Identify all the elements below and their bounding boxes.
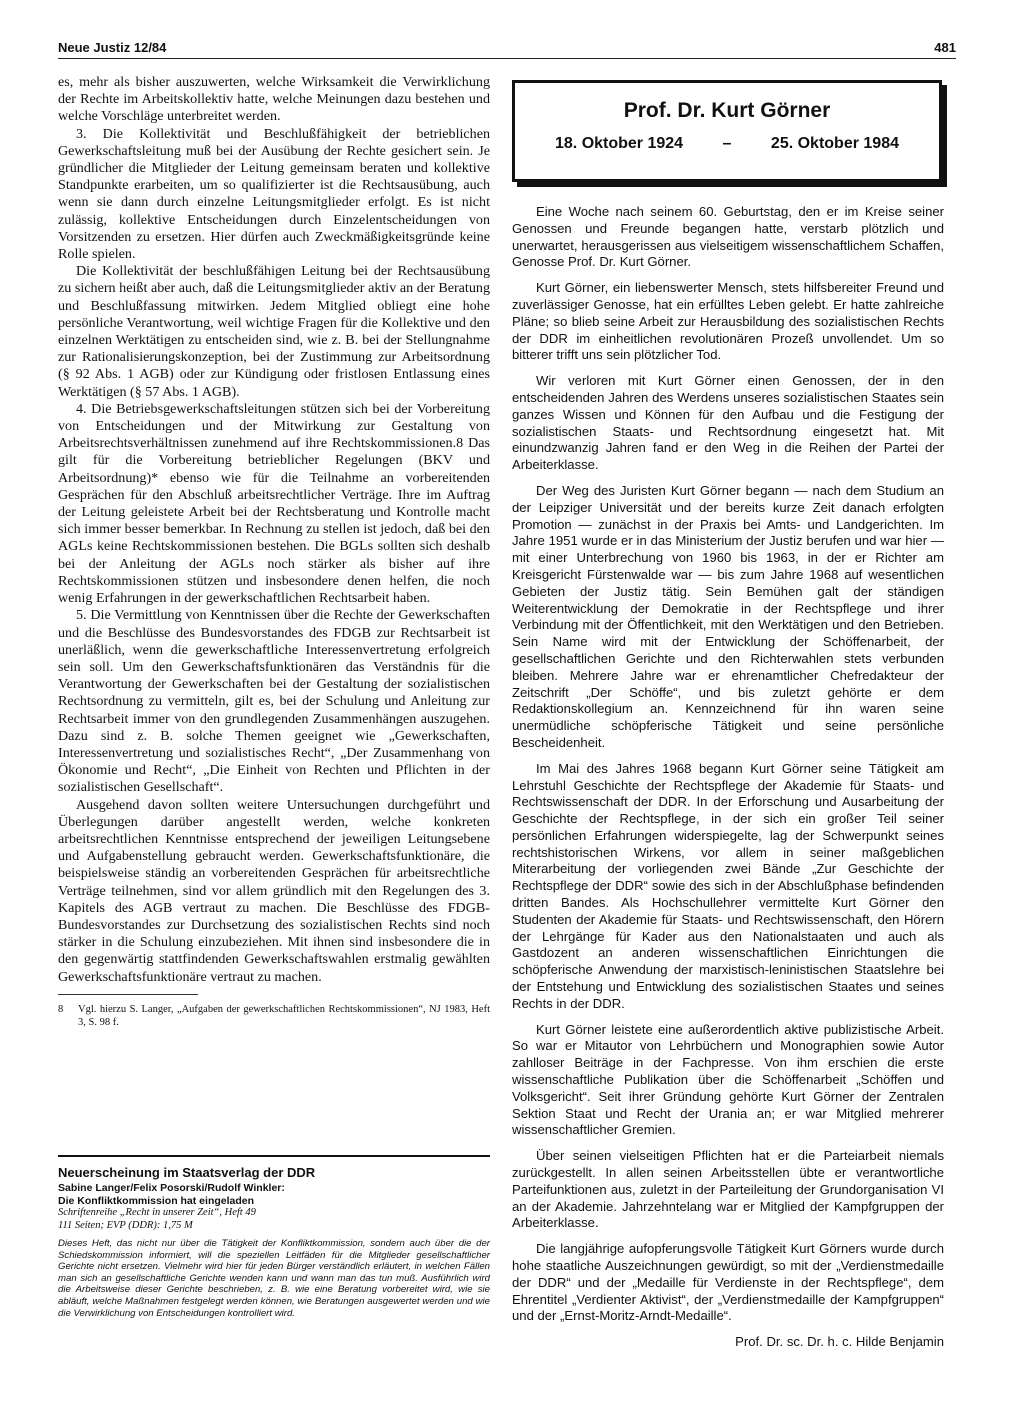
- birth-date: 18. Oktober 1924: [555, 135, 684, 152]
- paragraph: 3. Die Kollektivität und Beschlußfähigkeit der betrieblichen Gewerkschaftsleitung muß bei der Ausübung der Rechte gesichert sein. Je gründlicher die Mitglieder der Leitung gemeinsam beraten und kollektive Standpunkte erarbeiten, um so qualifizierter ist die Rechtsausübung, auch wenn sie dann durch einzelne Leitungsmitglieder erfolgt. Es ist nicht zulässig, kollektive Entscheidungen durch Einzelentscheidungen von Vorsitzenden zu ersetzen. Hier dürfen auch Zweckmäßigkeitsgründe keine Rolle spielen.: [58, 125, 490, 263]
- paragraph: Wir verloren mit Kurt Görner einen Genossen, der in den entscheidenden Jahren des Werdens unseres sozialistischen Staates sein ganzes Wissen und Können für den Aufbau und die Festigung der sozialistischen Staats- und Rechtsordnung eingesetzt hat. Mit einundzwanzig Jahren fand er den Weg in die Reihen der Partei der Arbeiterklasse.: [512, 373, 944, 473]
- publication-heading: Neuerscheinung im Staatsverlag der DDR: [58, 1165, 316, 1180]
- paragraph: 4. Die Betriebsgewerkschaftsleitungen stützen sich bei der Vorbereitung von Entscheidungen und der Mitwirkung zur Gestaltung von Arbeitsrechtsverhältnissen zunehmend auf ihre Rechtskommissionen.8 Das gilt für die Vorbereitung betrieblicher Regelungen (BKV und Arbeitsordnung)* ebenso wie für die Teilnahme an vorbereitenden Gesprächen für den Abschluß arbeitsrechtlicher Verträge. Ihre im Auftrag der Leitung geleistete Arbeit bei der Rechtsberatung und Kontrolle macht sich immer besser bemerkbar. In Rechnung zu stellen ist jedoch, daß bei den AGLs keine Rechtskommissionen bestehen. Die BGLs sollten sich deshalb bei der Anleitung der AGLs noch stärker als bisher auf ihre Rechtskommissionen stützen und insbesondere denen helfen, die noch wenig Erfahrungen in der gewerkschaftlichen Rechtsarbeit haben.: [58, 400, 490, 607]
- paragraph: Über seinen vielseitigen Pflichten hat er die Parteiarbeit niemals zurückgestellt. In allen seinen Arbeitsstellen übte er verantwortliche Parteifunktionen aus, zuletzt in der Parteileitung der Grundorganisation VI an der Akademie. Jahrzehntelang war er Mitglied der Kampfgruppen der Arbeiterklasse.: [512, 1148, 944, 1231]
- paragraph: Kurt Görner, ein liebenswerter Mensch, stets hilfsbereiter Freund und zuverlässiger Genosse, hat ein erfülltes Leben gelebt. Er hatte zahlreiche Pläne; so blieb seine Arbeit zur Herausbildung des sozialistischen Rechts der DDR im einheitlichen revolutionären Prozeß unvollendet. Um so bitterer trifft uns sein plötzlicher Tod.: [512, 280, 944, 363]
- publication-description: Dieses Heft, das nicht nur über die Tätigkeit der Konfliktkommission, sondern auch über die der Schiedskommission informiert, will die speziellen Leitfäden für die Mitglieder gesellschaftlicher Gerichte nicht ersetzen. Vielmehr wird hier für jeden Bürger verständlich erläutert, in welchen Fällen man sich an gesellschaftliche Gerichte wenden kann und wann man das tun muß. Ausführlich wird die Arbeitsweise dieser Gerichte beschrieben, z. B. wie eine Beratung vorbereitet wird, wie sie abläuft, welche Maßnahmen festgelegt werden können, wie Beratungen ausgewertet werden und wie die Verwirklichung von Entscheidungen kontrolliert wird.: [58, 1238, 490, 1319]
- paragraph: 5. Die Vermittlung von Kenntnissen über die Rechte der Gewerkschaften und die Beschlüsse des Bundesvorstandes des FDGB zur Rechtsarbeit ist unerläßlich, wenn die gewerkschaftliche Interessenvertretung erfolgreich sein soll. Um den Gewerkschaftsfunktionären das Verständnis für die Verantwortung der Gewerkschaften bei der Gestaltung der sozialistischen Rechtsordnung zu vermitteln, gilt es, bei der Schulung und Anleitung zur Rechtsarbeit immer von den grundlegenden Zusammenhängen auszugehen. Dazu sind z. B. solche Themen geeignet wie „Gewerkschaften, Interessenvertretung und sozialistisches Recht“, „Der Zusammenhang von Ökonomie und Recht“, „Die Einheit von Rechten und Pflichten in der sozialistischen Gesellschaft“.: [58, 607, 490, 796]
- publication-info: 111 Seiten; EVP (DDR): 1,75 M: [58, 1219, 193, 1231]
- date-dash: –: [722, 135, 732, 152]
- paragraph: Die Kollektivität der beschlußfähigen Leitung bei der Rechtsausübung zu sichern heißt aber auch, daß die Leitungsmitglieder aktiv an der Beratung und Beschlußfassung mitwirken. Jedem Mitglied obliegt eine hohe persönliche Verantwortung, weil wichtige Fragen für die Kollektive und den einzelnen Werktätigen zu entscheiden sind, wie z. B. bei der Stellungnahme zur Rationalisierungskonzeption, bei der Zustimmung zur Arbeitsordnung (§ 92 Abs. 1 AGB) oder zur Kündigung oder fristlosen Entlassung eines Werktätigen (§ 57 Abs. 1 AGB).: [58, 263, 490, 400]
- publication-series: Schriftenreihe „Recht in unserer Zeit“, Heft 49: [58, 1207, 256, 1218]
- paragraph: Eine Woche nach seinem 60. Geburtstag, den er im Kreise seiner Genossen und Freunde begangen hatte, verstarb plötzlich und unerwartet, herausgerissen aus vielseitigem wissenschaftlichem Schaffen, Genosse Prof. Dr. Kurt Görner.: [512, 204, 944, 270]
- paragraph: Ausgehend davon sollten weitere Untersuchungen durchgeführt und Überlegungen darüber angestellt werden, welche konkreten arbeitsrechtlichen Kenntnisse entsprechend der jeweiligen Leitungsebene und Aufgabenstellung gebraucht werden. Gewerkschaftsfunktionäre, die beispielsweise ständig an vorbereitenden Gesprächen für arbeitsrechtliche Verträge teilnehmen, sind vor allem gründlich mit den Regelungen des 3. Kapitels des AGB vertraut zu machen. Die Beschlüsse des FDGB-Bundesvorstandes zur Durchsetzung des sozialistischen Rechts sind noch stärker in die Schulung einzubeziehen. Mit ihnen sind insbesondere die in den gegenwärtig stattfindenden Gewerkschaftswahlen erstmalig gewählten Gewerkschaftsfunktionäre vertraut zu machen.: [58, 796, 490, 985]
- publication-title: Die Konfliktkommission hat eingeladen: [58, 1194, 255, 1207]
- footnote: [58, 1003, 490, 1029]
- paragraph: Kurt Görner leistete eine außerordentlich aktive publizistische Arbeit. So war er Mitautor von Lehrbüchern und Monographien sowie Autor zahlloser Beiträge in der Fachpresse. Von ihm erschien die erste wissenschaftliche Publikation über die Schöffenarbeit „Schöffen und Volksgericht“. Seit ihrer Gründung gehörte Kurt Görner der Zentralen Sektion Staat und Recht der Urania an; er war Mitglied mehrerer wissenschaftlicher Gremien.: [512, 1021, 944, 1138]
- footnote-rule: [58, 994, 198, 995]
- footnote-text: Vgl. hierzu S. Langer, „Aufgaben der gewerkschaftlichen Rechtskommissionen“, NJ 1983, Heft 3, S. 98 f.: [78, 1003, 490, 1028]
- paragraph: Im Mai des Jahres 1968 begann Kurt Görner seine Tätigkeit am Lehrstuhl Geschichte der Rechtspflege der Akademie für Staats- und Rechtswissenschaft der DDR. In der Erforschung und Ausarbeitung der Geschichte der Rechtspflege, in der sich ein großer Teil seiner persönlichen Erfahrungen widerspiegelte, lag der Schwerpunkt seines rechtshistorischen Wirkens, vor allem in seiner maßgeblichen Miterarbeitung der vorliegenden zwei Bände „Zur Geschichte der Rechtspflege der DDR“ sowie des sich in der Abschlußphase befindenden dritten Bandes. Als Hochschullehrer vermittelte Kurt Görner den Studenten der Akademie für Staats- und Rechtswissenschaft, den Hörern der Lehrgänge für Kader aus den Nationalstaaten und auch als Gastdozent an anderen wissenschaftlichen Einrichtungen die schöpferische Anwendung der marxistisch-leninistischen Staatslehre bei der Entstehung und Entwicklung des sozialistischen Staates und seines Rechts in der DDR.: [512, 760, 944, 1011]
- publication-notice: [58, 1155, 490, 1319]
- signature: Prof. Dr. sc. Dr. h. c. Hilde Benjamin: [735, 1334, 944, 1350]
- page-number: 481: [934, 40, 956, 55]
- footnote-number: 8: [58, 1003, 64, 1015]
- right-column: [512, 204, 944, 1351]
- header-rule: [58, 58, 956, 59]
- paragraph: Der Weg des Juristen Kurt Görner begann — nach dem Studium an der Leipziger Universität und der bereits kurze Zeit danach erfolgten Promotion — zunächst in der Praxis bei Amts- und Landgerichten. Im Jahre 1951 wurde er in das Ministerium der Justiz berufen und war hier — mit einer Unterbrechung von 1960 bis 1963, in der er Richter am Kreisgericht Fürstenwalde war — bis zum Jahre 1968 auf wesentlichen Gebieten der Justiz tätig. Sein Bemühen galt der ständigen Weiterentwicklung der Demokratie in der Rechtspflege und ihrer Verbindung mit der Öffentlichkeit, mit den Werktätigen und den Betrieben. Sein Name wird mit der Entwicklung der Schöffenarbeit, der gesellschaftlichen Gerichte und den Richterwahlen stets verbunden bleiben. Mehrere Jahre war er ehrenamtlicher Chefredakteur der Zeitschrift „Der Schöffe“, und bis zuletzt gehörte er dem Redaktionskollegium an. Kennzeichnend für ihn waren seine unermüdliche schöpferische Tätigkeit und seine persönliche Bescheidenheit.: [512, 482, 944, 750]
- paragraph: es, mehr als bisher auszuwerten, welche Wirksamkeit die Verwirklichung der Rechte im Arbeitskollektiv hatte, welche Meinungen dazu bestehen und welche Vorschläge unterbreitet werden.: [58, 74, 490, 125]
- obituary-name: Prof. Dr. Kurt Görner: [623, 99, 831, 122]
- death-date: 25. Oktober 1984: [770, 135, 899, 152]
- paragraph: Die langjährige aufopferungsvolle Tätigkeit Kurt Görners wurde durch hohe staatliche Auszeichnungen gewürdigt, so mit der „Verdienstmedaille der DDR“ und der „Medaille für Verdienste in der Rechtspflege“, dem Ehrentitel „Verdienter Aktivist“, der „Verdienstmedaille der Kampfgruppen“ und der „Ernst-Moritz-Arndt-Medaille“.: [512, 1241, 944, 1324]
- left-column: [58, 74, 490, 1029]
- journal-header: Neue Justiz 12/84: [58, 40, 167, 55]
- obituary-dates: [555, 135, 899, 153]
- publication-authors: Sabine Langer/Felix Posorski/Rudolf Winkler:: [58, 1182, 285, 1194]
- obituary-header-box: [512, 80, 942, 182]
